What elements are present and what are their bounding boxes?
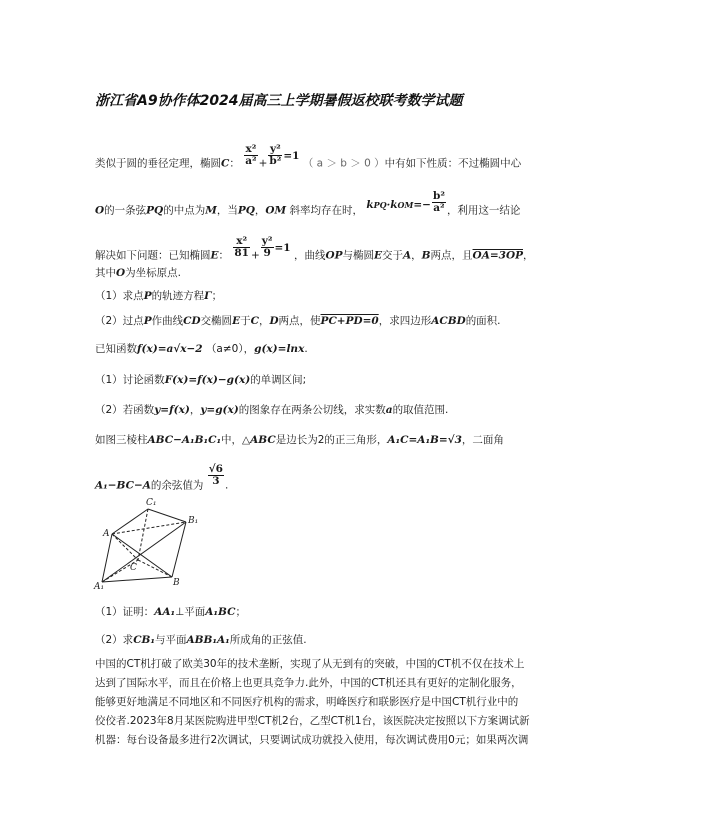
q1-sub1: （1）求点P的轨迹方程Γ； — [95, 290, 223, 302]
q1-line4: 其中O为坐标原点. — [95, 267, 181, 279]
prism-figure — [90, 494, 210, 594]
q4-paragraph — [95, 655, 530, 750]
q3-line1: 如图三棱柱ABC−A₁B₁C₁中，△ABC是边长为2的正三角形，A₁C=A₁B=√3，二面角 — [95, 434, 504, 446]
label-C: C — [130, 563, 137, 573]
edge-A-A1 — [102, 534, 112, 582]
label-A1: A₁ — [94, 582, 105, 592]
label-B1: B₁ — [188, 516, 199, 526]
q3-line2: A₁−BC−A的余弦值为 $\frac{√6}{3}$ . — [95, 463, 229, 492]
q4-line: 中国的CT机打破了欧美30年的技术垄断，实现了从无到有的突破，中国的CT机不仅在技术上 — [95, 658, 525, 670]
q2-sub1: （1）讨论函数F(x)=f(x)−g(x)的单调区间; — [95, 374, 307, 386]
edge-C-B — [138, 560, 172, 577]
label-C1: C₁ — [146, 498, 157, 508]
q4-line: 达到了国际水平，而且在价格上也更具竞争力.此外，中国的CT机还具有更好的定制化服务， — [95, 677, 522, 689]
q4-line: 能够更好地满足不同地区和不同医疗机构的需求，明峰医疗和联影医疗是中国CT机行业中的 — [95, 696, 519, 708]
label-B: B — [173, 578, 180, 588]
edge-A-C1 — [112, 509, 148, 534]
q4-line: 佼佼者.2023年8月某医院购进甲型CT机2台，乙型CT机1台，该医院决定按照以下方案调试新 — [95, 715, 530, 727]
label-A: A — [103, 529, 110, 539]
page-title: 浙江省A9协作体2024届高三上学期暑假返校联考数学试题 — [95, 93, 463, 109]
q1-sub2: （2）过点P作曲线CD交椭圆E于C，D两点，使PC+PD=0，求四边形ACBD的面积. — [95, 315, 501, 327]
q3-sub1: （1）证明：AA₁⊥平面A₁BC； — [95, 606, 246, 618]
edge-A-B1 — [112, 522, 186, 534]
q2-sub2: （2）若函数y=f(x)，y=g(x)的图象存在两条公切线，求实数a的取值范围. — [95, 404, 449, 416]
edge-A-C — [112, 534, 138, 560]
q1-line1: 类似于圆的垂径定理，椭圆C： $\frac{\text{x²}}{\text{a²}}$ + $\frac{\text{y²}}{\text{b²}}$ =1 （ a ＞ b ＞ 0 ）中有如下性质：不过椭圆中心 — [95, 143, 522, 170]
edge-A1-B — [102, 577, 172, 582]
q4-line: 机器：每台设备最多进行2次调试，只要调试成功就投入使用，每次调试费用0元；如果两次调 — [95, 734, 529, 746]
q3-sub2: （2）求CB₁与平面ABB₁A₁所成角的正弦值. — [95, 634, 307, 646]
edge-C1-B1 — [148, 509, 186, 522]
q2-line1: 已知函数f(x)=a√x−2 （a≠0），g(x)=lnx. — [95, 343, 308, 355]
q1-line2: O的一条弦PQ的中点为M，当PQ，OM 斜率均存在时， kPQ·kOM=− $\frac{\text{b²}}{\text{a²}}$ ，利用这一结论 — [95, 190, 521, 217]
q1-line3: 解决如下问题：已知椭圆E： $\frac{\text{x²}}{81}$ + $\frac{\text{y²}}{9}$ =1 ，曲线OP与椭圆E交于A，B两点，且OA=3OP， — [95, 235, 534, 262]
